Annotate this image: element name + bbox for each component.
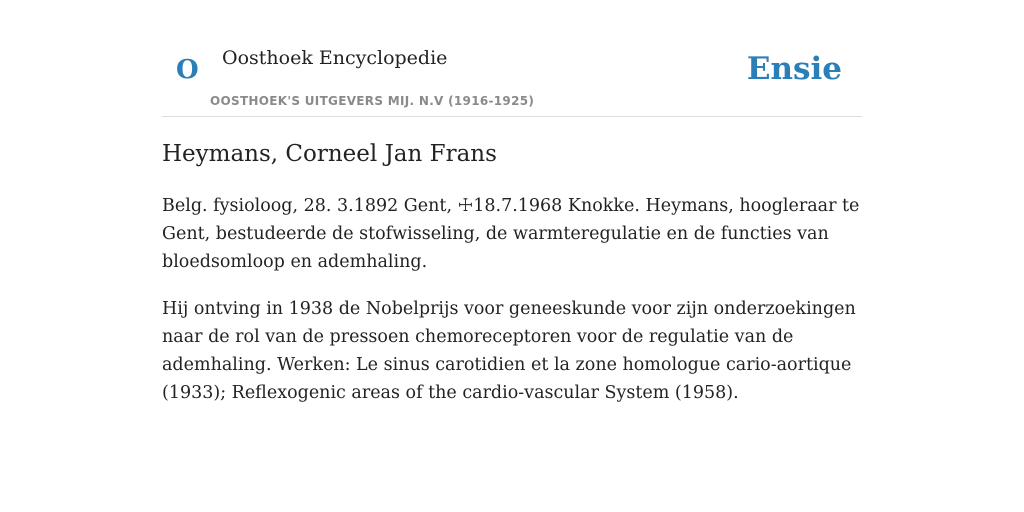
page-container — [162, 0, 862, 403]
site-title[interactable]: Oosthoek Encyclopedie — [222, 47, 448, 69]
article-body — [162, 192, 862, 426]
article-title: Heymans, Corneel Jan Frans — [162, 141, 497, 167]
logo-icon[interactable]: O — [176, 55, 199, 85]
publisher-label: OOSTHOEK'S UITGEVERS MIJ. N.V (1916-1925) — [210, 94, 535, 108]
site-header — [162, 0, 862, 117]
article-paragraph: Hij ontving in 1938 de Nobelprijs voor geneeskunde voor zijn onderzoekingen naar de rol van de pressoen chemoreceptoren voor de regulatie van de ademhaling. Werken: Le sinus carotidien et la zone homologue cario-aortique (1933); Reflexogenic areas of the cardio-vascular System (1958). — [162, 299, 856, 403]
article-paragraph: Belg. fysioloog, 28. 3.1892 Gent, ☩18.7.1968 Knokke. Heymans, hoogleraar te Gent, bestudeerde de stofwisseling, de warmteregulatie en de functies van bloedsomloop en ademhaling. — [162, 196, 860, 272]
brand-logo[interactable]: Ensie — [746, 51, 842, 87]
